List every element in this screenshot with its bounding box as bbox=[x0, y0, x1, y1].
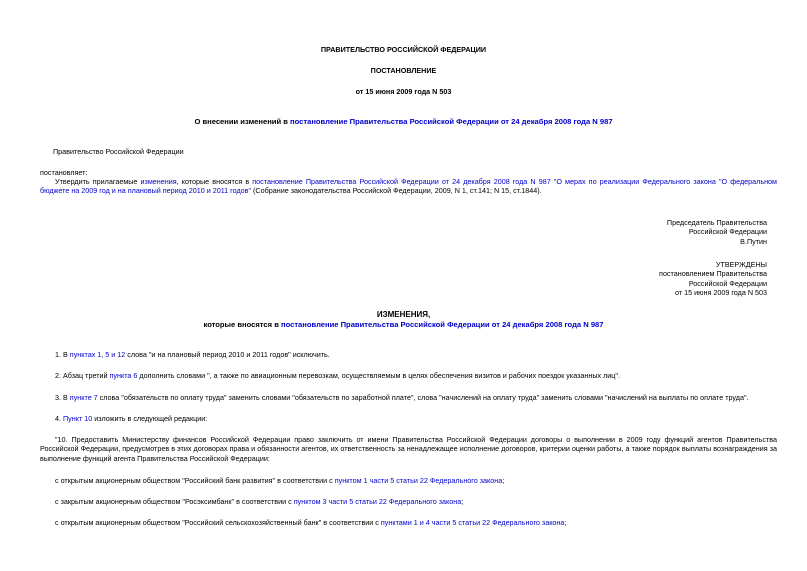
approved-block bbox=[659, 260, 767, 297]
item-2 bbox=[40, 371, 777, 380]
bank-item-1-a: с открытым акционерным обществом "Российский банк развития" в соответствии с bbox=[55, 476, 335, 485]
org-title: ПРАВИТЕЛЬСТВО РОССИЙСКОЙ ФЕДЕРАЦИИ bbox=[320, 45, 487, 54]
doc-title-link[interactable]: постановление Правительства Российской Федерации от 24 декабря 2008 года N 987 bbox=[290, 117, 613, 126]
intro-paragraph bbox=[40, 177, 777, 196]
item-4-link[interactable]: Пункт 10 bbox=[63, 414, 93, 423]
bank-item-2-a: с закрытым акционерным обществом "Росэксимбанк" в соответствии с bbox=[55, 497, 294, 506]
bank-item-3 bbox=[40, 518, 777, 527]
bank-item-2-b: ; bbox=[461, 497, 464, 506]
bank-item-2-link[interactable]: пунктом 3 части 5 статьи 22 Федерального закона bbox=[293, 497, 462, 506]
signature-line-2: Российской Федерации bbox=[688, 227, 767, 237]
bank-item-2 bbox=[40, 497, 777, 506]
bank-item-1-link[interactable]: пунктом 1 части 5 статьи 22 Федерального закона bbox=[334, 476, 503, 485]
changes-subheading bbox=[0, 320, 807, 330]
intro-text-c: (Собрание законодательства Российской Федерации, 2009, N 1, ст.141; N 15, ст.1844). bbox=[251, 186, 542, 196]
bank-item-3-link[interactable]: пунктами 1 и 4 части 5 статьи 22 Федерального закона bbox=[380, 518, 565, 527]
item-4-b: изложить в следующей редакции: bbox=[92, 414, 208, 423]
decree-link[interactable]: постановление Правительства Российской Федерации от 24 декабря 2008 года N 987 "О мерах по реализации Федерального закона "О федеральном бюджете на 2009 год и на плановый период 2010 и 2011 годов" bbox=[40, 177, 777, 196]
signature-line-1: Председатель Правительства bbox=[666, 218, 767, 227]
gov-name: Правительство Российской Федерации bbox=[53, 147, 184, 156]
item-4-a: 4. bbox=[55, 414, 63, 423]
signature-block bbox=[667, 218, 767, 246]
item-3-b: слова "обязательств по оплату труда" заменить словами "обязательств по заработной плате", слова "начислений на оплату труда" заменить словами "начислений на выплаты по оплате труда". bbox=[97, 393, 749, 402]
intro-text-b: , которые вносятся в bbox=[176, 177, 253, 186]
item-2-b: дополнить словами ", а также по авиационным перевозкам, осуществляемым в целях обеспечения визитов и рабочих поездок указанных лиц". bbox=[137, 371, 620, 380]
doc-title-prefix: О внесении изменений в bbox=[194, 117, 291, 126]
bank-item-3-b: ; bbox=[564, 518, 567, 527]
item-1 bbox=[40, 350, 777, 359]
item-2-a: 2. Абзац третий bbox=[55, 371, 110, 380]
approved-line-3: Российской Федерации bbox=[688, 278, 767, 288]
item-2-link[interactable]: пункта 6 bbox=[109, 371, 138, 380]
bank-item-3-a: с открытым акционерным обществом "Российский сельскохозяйственный банк" в соответствии с bbox=[55, 518, 381, 527]
changes-heading: ИЗМЕНЕНИЯ, bbox=[376, 310, 431, 319]
item-3-a: 3. В bbox=[55, 393, 70, 402]
item-3-link[interactable]: пункте 7 bbox=[69, 393, 98, 402]
changes-sub-link[interactable]: постановление Правительства Российской Федерации от 24 декабря 2008 года N 987 bbox=[280, 320, 604, 329]
intro-text-a: Утвердить прилагаемые bbox=[55, 177, 141, 186]
bank-item-1 bbox=[40, 476, 777, 485]
doc-type: ПОСТАНОВЛЕНИЕ bbox=[370, 66, 437, 75]
item-1-link[interactable]: пунктах 1, 5 и 12 bbox=[69, 350, 126, 359]
approved-line-1: УТВЕРЖДЕНЫ bbox=[715, 260, 767, 269]
item-1-a: 1. В bbox=[55, 350, 70, 359]
bank-item-1-b: ; bbox=[502, 476, 505, 485]
approved-line-2: постановлением Правительства bbox=[659, 269, 767, 279]
changes-link[interactable]: изменения bbox=[140, 177, 177, 186]
paragraph-10: "10. Предоставить Министерству финансов Российской Федерации право заключить от имени Правительства Российской Федерации договоры о выполнении в 2009 году функций агентов Правительства Российской Федерации, предусмотрев в этих договорах права и обязанности агентов, их ответственность за ненадлежащее исполнение договоров, критерии оценки работы, а также порядок выплаты вознаграждения за выполнение функций агента Правительства Российской Федерации: bbox=[40, 435, 777, 463]
changes-sub-prefix: которые вносятся в bbox=[203, 320, 281, 329]
doc-title bbox=[0, 117, 807, 127]
approved-line-4: от 15 июня 2009 года N 503 bbox=[674, 288, 767, 298]
decides-label: постановляет: bbox=[40, 168, 88, 177]
item-1-b: слова "и на плановый период 2010 и 2011 годов" исключить. bbox=[125, 350, 330, 359]
signature-line-3: В.Путин bbox=[740, 236, 767, 246]
doc-date: от 15 июня 2009 года N 503 bbox=[355, 87, 452, 96]
item-4 bbox=[40, 414, 777, 423]
item-3 bbox=[40, 393, 777, 402]
